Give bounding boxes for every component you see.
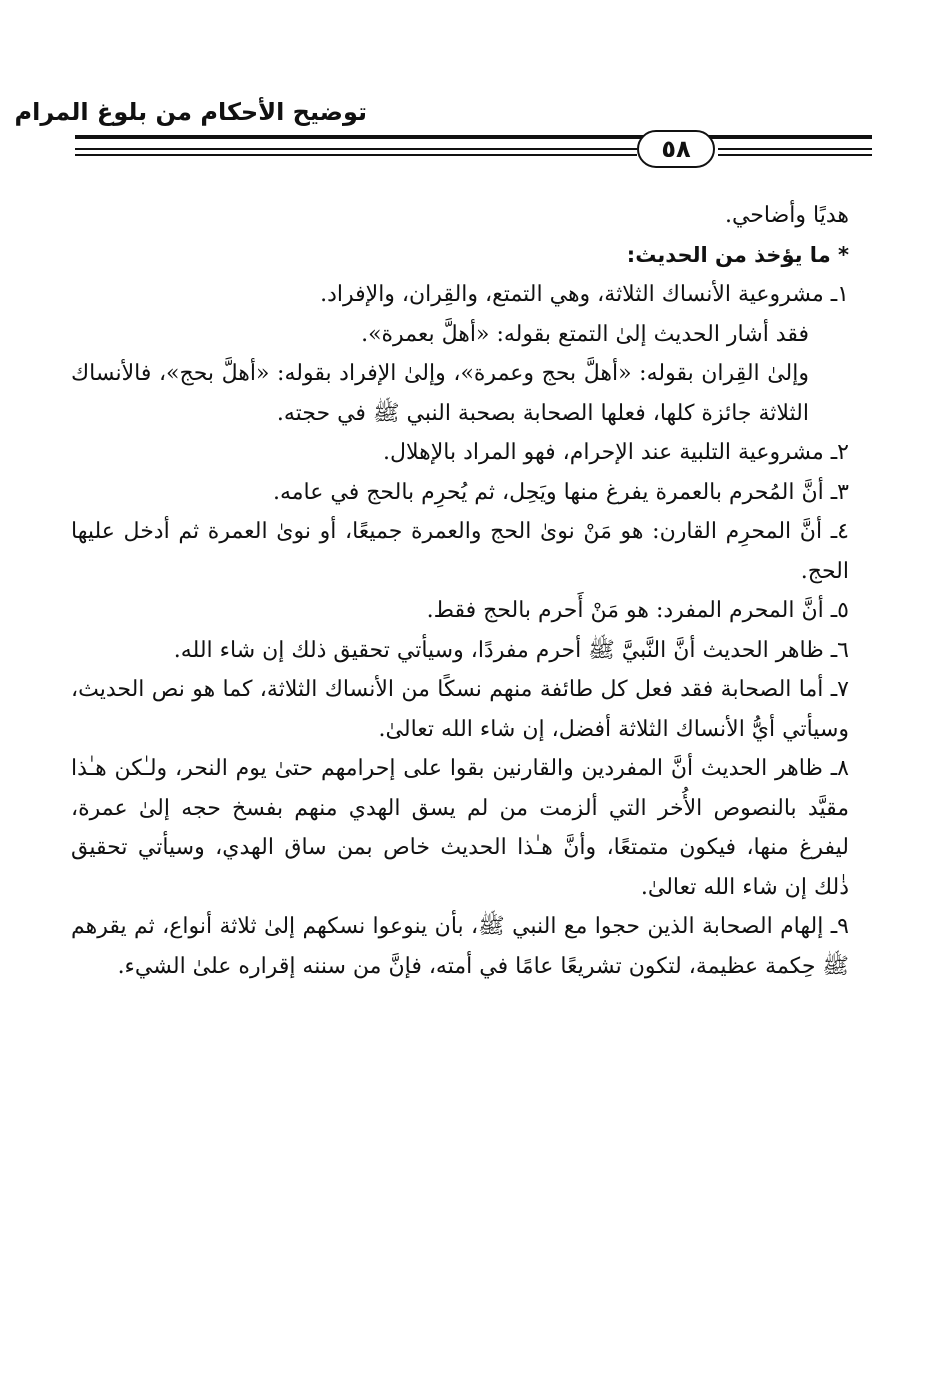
point-4: ٤ـ أنَّ المحرِم القارن: هو مَنْ نوىٰ الحج والعمرة جميعًا، أو نوىٰ العمرة ثم أدخل عليها الحج. [71, 519, 849, 584]
point-7: ٧ـ أما الصحابة فقد فعل كل طائفة منهم نسكًا من الأنساك الثلاثة، كما هو نص الحديث، وسيأتي أيُّ الأنساك الثلاثة أفضل، إن شاء الله تعالىٰ. [71, 677, 849, 742]
page-number: ٥٨ [637, 130, 715, 168]
point-6: ٦ـ ظاهر الحديث أنَّ النَّبيَّ ﷺ أحرم مفردًا، وسيأتي تحقيق ذلك إن شاء الله. [173, 637, 849, 663]
header-rule-thin [75, 154, 637, 156]
point-8: ٨ـ ظاهر الحديث أنَّ المفردين والقارنين بقوا على إحرامهم حتىٰ يوم النحر، ولـٰكن هـٰذا مقيَّد بالنصوص الأُخر التي ألزمت من لم يسق الهدي منهم بفسخ حجه إلىٰ عمرة، ليفرغ منها، فيكون متمتعًا، وأنَّ هـٰذا الحديث خاص بمن ساق الهدي، وسيأتي تحقيق ذٰلك إن شاء الله تعالىٰ. [71, 756, 849, 900]
point-1-tamattu: فقد أشار الحديث إلىٰ التمتع بقوله: «أهلَّ بعمرة». [361, 321, 809, 347]
point-1: ١ـ مشروعية الأنساك الثلاثة، وهي التمتع، والقِران، والإفراد. [320, 282, 849, 307]
point-2: ٢ـ مشروعية التلبية عند الإحرام، فهو المراد بالإهلال. [383, 440, 849, 465]
running-title: توضيح الأحكام من بلوغ المرام [14, 98, 367, 126]
header-rule-thin [75, 148, 637, 150]
point-9: ٩ـ إلهام الصحابة الذين حجوا مع النبي ﷺ، بأن ينوعوا نسكهم إلىٰ ثلاثة أنواع، ثم يقرهم ﷺ حِكمة عظيمة، لتكون تشريعًا عامًا في أمته، فإنَّ من سننه إقراره علىٰ الشيء. [71, 914, 849, 979]
point-5: ٥ـ أنَّ المحرم المفرد: هو مَنْ أَحرم بالحج فقط. [426, 598, 849, 623]
header-rule-thin [718, 148, 872, 150]
header-rule-thin [718, 154, 872, 156]
point-1-qiran-ifrad: وإلىٰ القِران بقوله: «أهلَّ بحج وعمرة»، وإلىٰ الإفراد بقوله: «أهلَّ بحج»، فالأنساك الثلاثة جائزة كلها، فعلها الصحابة بصحبة النبي ﷺ في حجته. [71, 361, 809, 426]
section-heading: * ما يؤخذ من الحديث: [626, 242, 849, 267]
point-3: ٣ـ أنَّ المُحرم بالعمرة يفرغ منها ويَحِل، ثم يُحرِم بالحج في عامه. [272, 479, 849, 505]
header-rule-thick [75, 135, 872, 139]
page-body [71, 196, 849, 986]
intro-line: هديًا وأضاحي. [724, 203, 849, 228]
